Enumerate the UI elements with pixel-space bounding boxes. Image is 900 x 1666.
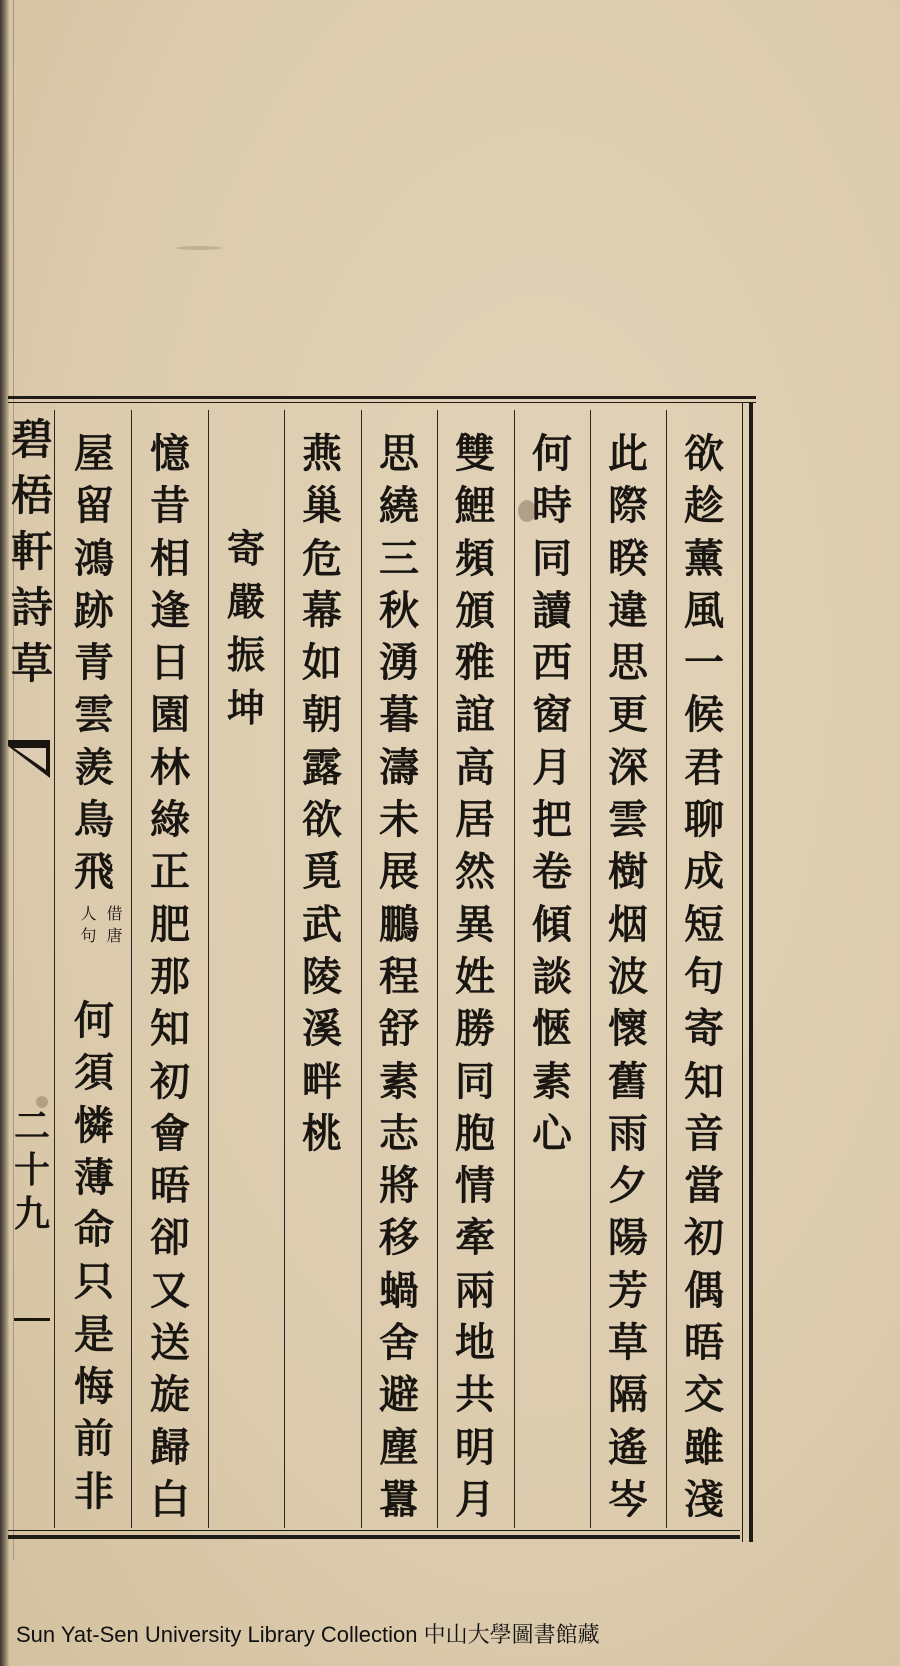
character: 屋 [74, 430, 114, 477]
column-rule [666, 410, 667, 1528]
character: 兩 [455, 1266, 495, 1314]
character: 樹 [608, 848, 648, 896]
character: 昔 [150, 482, 190, 530]
character: 暮 [379, 691, 419, 739]
character: 月 [532, 743, 572, 791]
character: 留 [74, 482, 114, 530]
character: 陽 [608, 1214, 648, 1262]
character: 振 [226, 632, 265, 677]
character: 高 [455, 743, 495, 791]
character: 此 [608, 430, 648, 477]
character: 肥 [150, 900, 190, 948]
character: 欲 [684, 430, 724, 477]
character: 又 [150, 1266, 190, 1314]
character: 遙 [608, 1423, 648, 1471]
character: 舍 [379, 1319, 419, 1367]
character: 深 [608, 743, 648, 791]
character: 頒 [455, 586, 495, 634]
character: 幕 [302, 586, 342, 634]
character: 移 [379, 1214, 419, 1262]
character: 巢 [302, 482, 342, 530]
character: 雖 [684, 1423, 724, 1471]
page-number [12, 1104, 52, 1236]
character: 正 [150, 848, 190, 896]
poem-title-column [216, 522, 276, 734]
text-column-6 [292, 428, 352, 1160]
character: 陵 [302, 952, 342, 1000]
character: 飛 [74, 848, 114, 896]
character: 月 [455, 1475, 495, 1523]
character: 更 [608, 691, 648, 739]
character: 共 [455, 1371, 495, 1419]
column-rule [131, 410, 132, 1528]
character: 繞 [379, 482, 419, 530]
character: 日 [150, 639, 190, 687]
page-spine-edge [0, 0, 9, 1666]
character: 詩 [10, 583, 53, 632]
character: 一 [684, 639, 724, 687]
character: 芳 [608, 1266, 648, 1314]
character: 寄 [684, 1005, 724, 1053]
character: 卷 [532, 848, 572, 896]
character: 薰 [684, 534, 724, 582]
character: 蝸 [379, 1266, 419, 1314]
character: 雨 [608, 1109, 648, 1157]
character: 相 [150, 534, 190, 582]
character: 勝 [455, 1005, 495, 1053]
library-credit: Sun Yat-Sen University Library Collection 中山大學圖書館藏 [16, 1622, 600, 1647]
character: 懷 [608, 1005, 648, 1053]
character: 姓 [455, 952, 495, 1000]
annotation-text: 借唐 [104, 905, 123, 949]
frame-right-border [742, 402, 753, 1542]
character: 把 [532, 796, 572, 844]
character: 湧 [379, 639, 419, 687]
column-rule [514, 410, 515, 1528]
character: 草 [608, 1319, 648, 1367]
character: 草 [10, 639, 53, 688]
character: 鵬 [379, 900, 419, 948]
character: 初 [150, 1057, 190, 1105]
character: 當 [684, 1162, 724, 1210]
text-column-1 [674, 428, 734, 1526]
character: 囂 [379, 1475, 419, 1523]
character: 愜 [532, 1005, 572, 1053]
character: 薄 [74, 1153, 114, 1201]
character: 展 [379, 848, 419, 896]
character: 是 [74, 1310, 114, 1358]
text-column-4 [445, 428, 505, 1526]
character: 然 [455, 848, 495, 896]
column-rule [208, 410, 209, 1528]
character: 明 [455, 1423, 495, 1471]
character: 十 [13, 1149, 50, 1191]
character: 偶 [684, 1266, 724, 1314]
annotation-right [98, 905, 128, 954]
character: 窗 [532, 691, 572, 739]
character: 欲 [302, 796, 342, 844]
character: 成 [684, 848, 724, 896]
character: 談 [532, 952, 572, 1000]
character: 頻 [455, 534, 495, 582]
character: 思 [379, 430, 419, 477]
character: 未 [379, 796, 419, 844]
character: 非 [74, 1467, 114, 1515]
character: 心 [532, 1109, 572, 1157]
character: 異 [455, 900, 495, 948]
book-title-margin [8, 412, 56, 692]
character: 鳥 [74, 796, 114, 844]
character: 二 [13, 1105, 50, 1147]
column-rule [590, 410, 591, 1528]
character: 傾 [532, 900, 572, 948]
character: 舒 [379, 1005, 419, 1053]
character: 軒 [10, 527, 53, 576]
character: 音 [684, 1109, 724, 1157]
character: 短 [684, 900, 724, 948]
character: 違 [608, 586, 648, 634]
character: 將 [379, 1162, 419, 1210]
character: 君 [684, 743, 724, 791]
character: 波 [608, 952, 648, 1000]
column-rule [437, 410, 438, 1528]
character: 素 [379, 1057, 419, 1105]
character: 交 [684, 1371, 724, 1419]
character: 隔 [608, 1371, 648, 1419]
text-column-2 [598, 428, 658, 1526]
character: 須 [74, 1049, 114, 1097]
character: 坤 [226, 685, 265, 730]
character: 讀 [532, 586, 572, 634]
character: 鴻 [74, 534, 114, 582]
character: 悔 [74, 1363, 114, 1411]
paper-mark [176, 246, 222, 250]
character: 牽 [455, 1214, 495, 1262]
character: 溪 [302, 1005, 342, 1053]
character: 誼 [455, 691, 495, 739]
text-column-9-lower [64, 995, 124, 1518]
character: 際 [608, 482, 648, 530]
character: 舊 [608, 1057, 648, 1105]
character: 綠 [150, 796, 190, 844]
text-column-8 [140, 428, 200, 1526]
character: 避 [379, 1371, 419, 1419]
character: 燕 [302, 430, 342, 477]
character: 卻 [150, 1214, 190, 1262]
character: 覓 [302, 848, 342, 896]
character: 寄 [226, 526, 265, 571]
column-rule [284, 410, 285, 1528]
character: 風 [684, 586, 724, 634]
fishtail-ornament [6, 738, 52, 782]
character: 園 [150, 691, 190, 739]
character: 危 [302, 534, 342, 582]
character: 旋 [150, 1371, 190, 1419]
character: 同 [455, 1057, 495, 1105]
character: 雙 [455, 430, 495, 477]
character: 桃 [302, 1109, 342, 1157]
character: 地 [455, 1319, 495, 1367]
character: 烟 [608, 900, 648, 948]
character: 塵 [379, 1423, 419, 1471]
character: 夕 [608, 1162, 648, 1210]
annotation-text: 人句 [78, 905, 97, 949]
character: 九 [13, 1193, 50, 1235]
column-rule [361, 410, 362, 1528]
character: 睽 [608, 534, 648, 582]
character: 朝 [302, 691, 342, 739]
character: 時 [532, 482, 572, 530]
character: 梧 [10, 471, 53, 520]
character: 跡 [74, 586, 114, 634]
text-column-3 [522, 428, 582, 1160]
character: 淺 [684, 1475, 724, 1523]
annotation-left [72, 905, 102, 954]
character: 知 [684, 1057, 724, 1105]
page-number-bar [14, 1318, 50, 1321]
character: 素 [532, 1057, 572, 1105]
character: 白 [150, 1475, 190, 1523]
character: 鯉 [455, 482, 495, 530]
character: 西 [532, 639, 572, 687]
frame-bottom-border [8, 1530, 740, 1539]
character: 思 [608, 639, 648, 687]
character: 逢 [150, 586, 190, 634]
character: 志 [379, 1109, 419, 1157]
character: 送 [150, 1319, 190, 1367]
character: 聊 [684, 796, 724, 844]
character: 會 [150, 1109, 190, 1157]
character: 青 [74, 639, 114, 687]
character: 趁 [684, 482, 724, 530]
character: 如 [302, 639, 342, 687]
character: 情 [455, 1162, 495, 1210]
character: 前 [74, 1415, 114, 1463]
character: 候 [684, 691, 724, 739]
character: 那 [150, 952, 190, 1000]
character: 只 [74, 1258, 114, 1306]
character: 秋 [379, 586, 419, 634]
character: 句 [684, 952, 724, 1000]
character: 岑 [608, 1475, 648, 1523]
character: 濤 [379, 743, 419, 791]
character: 何 [532, 430, 572, 477]
character: 胞 [455, 1109, 495, 1157]
character: 嚴 [226, 579, 265, 624]
character: 居 [455, 796, 495, 844]
text-column-5 [369, 428, 429, 1526]
frame-top-border [8, 396, 756, 403]
character: 晤 [684, 1319, 724, 1367]
character: 晤 [150, 1162, 190, 1210]
character: 三 [379, 534, 419, 582]
character: 歸 [150, 1423, 190, 1471]
character: 程 [379, 952, 419, 1000]
character: 武 [302, 900, 342, 948]
character: 憶 [150, 430, 190, 477]
character: 露 [302, 743, 342, 791]
character: 雲 [74, 691, 114, 739]
character: 初 [684, 1214, 724, 1262]
character: 羨 [74, 743, 114, 791]
text-column-9-upper [64, 428, 124, 899]
character: 雅 [455, 639, 495, 687]
character: 畔 [302, 1057, 342, 1105]
character: 何 [74, 997, 114, 1044]
character: 命 [74, 1206, 114, 1254]
character: 雲 [608, 796, 648, 844]
character: 憐 [74, 1101, 114, 1149]
character: 同 [532, 534, 572, 582]
character: 林 [150, 743, 190, 791]
character: 知 [150, 1005, 190, 1053]
character: 碧 [10, 415, 53, 464]
